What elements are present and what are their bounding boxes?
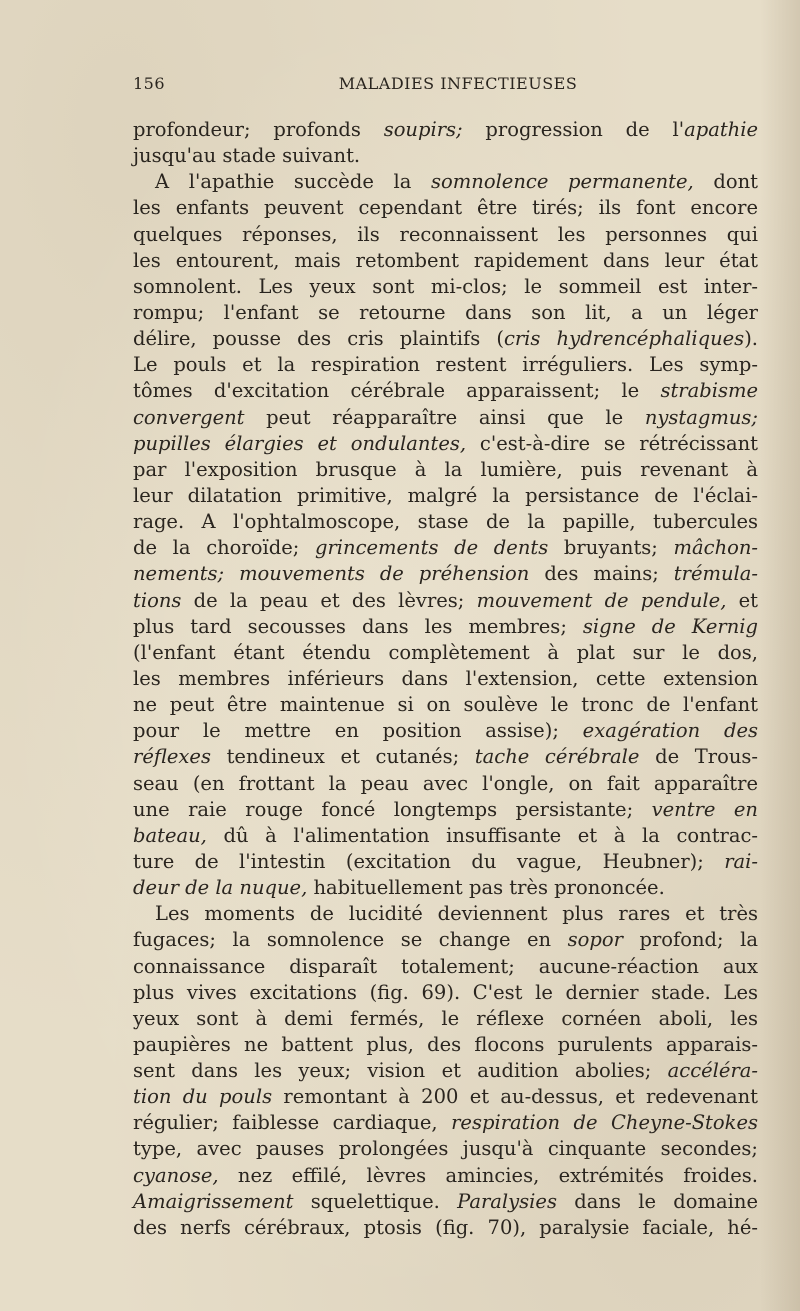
text-run: jusqu'au stade suivant.: [133, 144, 361, 168]
italic-term: Paralysies: [457, 1189, 557, 1213]
text-run: ne peut être maintenue si on soulève le tronc de l'enfant: [133, 693, 758, 717]
italic-term: respiration de Cheyne-Stokes: [451, 1111, 758, 1135]
italic-term: ventre en: [651, 797, 758, 821]
text-line: [133, 535, 758, 561]
text-line: [133, 326, 758, 352]
text-line: [133, 1163, 758, 1189]
text-run: régulier; faiblesse cardiaque,: [133, 1111, 452, 1135]
italic-term: rai-: [724, 849, 758, 873]
italic-term: grincements de dents: [314, 536, 549, 560]
text-run: dans le domaine: [556, 1189, 758, 1213]
text-run: et: [726, 588, 758, 612]
text-line: [133, 588, 758, 614]
text-run: de la choroïde;: [133, 536, 315, 560]
text-line: [133, 117, 758, 143]
italic-term: exagération des: [582, 719, 758, 743]
text-run: profondeur; profonds: [133, 118, 384, 141]
text-line: [133, 901, 758, 927]
body-text: [133, 117, 758, 1241]
text-line: [133, 352, 758, 378]
italic-term: Amaigrissement: [133, 1189, 294, 1213]
italic-term: cyanose,: [133, 1163, 219, 1187]
text-run: remontant à 200 et au-dessus, et redevenant: [272, 1085, 758, 1109]
page-number: 156: [133, 74, 166, 93]
text-run: des nerfs cérébraux, ptosis (fig. 70), paralysie faciale, hé-: [133, 1215, 758, 1239]
text-line: [133, 248, 758, 274]
text-run: rompu; l'enfant se retourne dans son lit, a un léger: [133, 300, 758, 324]
text-run: c'est-à-dire se rétrécissant: [466, 431, 758, 455]
text-run: les entourent, mais retombent rapidement dans leur état: [133, 248, 758, 272]
italic-term: convergent: [133, 405, 245, 429]
italic-term: réflexes: [133, 745, 211, 769]
italic-term: accéléra-: [667, 1059, 758, 1083]
text-run: rage. A l'ophtalmoscope, stase de la papille, tubercules: [133, 510, 758, 534]
text-line: [133, 143, 758, 169]
text-run: une raie rouge foncé longtemps persistante;: [133, 797, 652, 821]
text-run: ture de l'intestin (excitation du vague, Heubner);: [133, 849, 725, 873]
text-run: les enfants peuvent cependant être tirés; ils font encore: [133, 196, 758, 220]
text-run: leur dilatation primitive, malgré la persistance de l'éclai-: [133, 483, 758, 507]
running-head: [133, 74, 758, 98]
italic-term: trémula-: [673, 562, 758, 586]
text-run: dû à l'alimentation insuffisante et à la contrac-: [206, 823, 758, 847]
text-run: les membres inférieurs dans l'extension, cette extension: [133, 666, 758, 690]
text-line: [133, 980, 758, 1006]
text-line: [133, 1189, 758, 1215]
text-line: [133, 483, 758, 509]
text-run: A l'apathie succède la: [155, 170, 432, 194]
italic-term: mâchon-: [673, 536, 759, 560]
text-run: plus vives excitations (fig. 69). C'est le dernier stade. Les: [133, 980, 758, 1004]
text-run: plus tard secousses dans les membres;: [133, 614, 583, 638]
italic-term: bateau,: [133, 823, 207, 847]
text-line: [133, 1136, 758, 1162]
italic-term: strabisme: [660, 379, 758, 403]
text-line: [133, 927, 758, 953]
italic-term: nements; mouvements de préhension: [133, 562, 530, 586]
italic-term: tache cérébrale: [474, 745, 640, 769]
text-run: somnolent. Les yeux sont mi-clos; le sommeil est inter-: [133, 274, 758, 298]
text-run: tendineux et cutanés;: [210, 745, 475, 769]
text-line: [133, 1058, 758, 1084]
text-line: [133, 561, 758, 587]
text-run: quelques réponses, ils reconnaissent les personnes qui: [133, 222, 758, 246]
text-line: [133, 666, 758, 692]
page-edge-shadow: [760, 0, 800, 1311]
text-line: [133, 1110, 758, 1136]
text-line: [133, 875, 758, 901]
text-run: progression de l': [462, 118, 685, 141]
text-run: yeux sont à demi fermés, le réflexe cornéen aboli, les: [133, 1006, 758, 1030]
text-line: [133, 849, 758, 875]
italic-term: apathie: [684, 118, 758, 141]
text-run: connaissance disparaît totalement; aucune-réaction aux: [133, 954, 758, 978]
text-run: par l'exposition brusque à la lumière, puis revenant à: [133, 457, 758, 481]
text-run: type, avec pauses prolongées jusqu'à cinquante secondes;: [133, 1137, 758, 1161]
text-line: [133, 378, 758, 404]
italic-term: signe de Kernig: [582, 614, 758, 638]
text-line: [133, 1084, 758, 1110]
text-run: pour le mettre en position assise);: [133, 719, 583, 743]
text-run: ).: [744, 327, 758, 351]
italic-term: tion du pouls: [133, 1085, 273, 1109]
italic-term: mouvement de pendule,: [476, 588, 727, 612]
text-line: [133, 274, 758, 300]
text-line: [133, 1006, 758, 1032]
text-run: fugaces; la somnolence se change en: [133, 928, 568, 952]
text-run: tômes d'excitation cérébrale apparaissent; le: [133, 379, 661, 403]
text-line: [133, 222, 758, 248]
text-line: [133, 771, 758, 797]
italic-term: deur de la nuque,: [133, 876, 308, 900]
text-line: [133, 614, 758, 640]
text-line: [133, 1032, 758, 1058]
text-line: [133, 509, 758, 535]
italic-term: soupirs;: [383, 118, 463, 141]
text-run: dont: [693, 170, 758, 194]
text-run: bruyants;: [548, 536, 674, 560]
text-run: nez effilé, lèvres amincies, extrémités froides.: [218, 1163, 758, 1187]
text-run: de Trous-: [639, 745, 758, 769]
running-title: MALADIES INFECTIEUSES: [338, 74, 578, 93]
italic-term: sopor: [567, 928, 623, 952]
italic-term: pupilles élargies et ondulantes,: [133, 431, 467, 455]
text-run: sent dans les yeux; vision et audition abolies;: [133, 1059, 668, 1083]
text-line: [133, 718, 758, 744]
text-run: de la peau et des lèvres;: [181, 588, 477, 612]
text-line: [133, 823, 758, 849]
text-line: [133, 431, 758, 457]
text-run: Les moments de lucidité deviennent plus rares et très: [155, 902, 758, 926]
text-run: (l'enfant étant étendu complètement à plat sur le dos,: [133, 640, 758, 664]
text-line: [133, 692, 758, 718]
text-line: [133, 300, 758, 326]
text-line: [133, 457, 758, 483]
text-run: seau (en frottant la peau avec l'ongle, on fait apparaître: [133, 771, 758, 795]
text-run: délire, pousse des cris plaintifs (: [133, 327, 504, 351]
text-run: peut réapparaître ainsi que le: [244, 405, 645, 429]
italic-term: nystagmus;: [644, 405, 758, 429]
text-run: des mains;: [529, 562, 674, 586]
text-run: habituellement pas très prononcée.: [307, 876, 665, 900]
text-line: [133, 195, 758, 221]
text-run: paupières ne battent plus, des flocons purulents apparais-: [133, 1032, 758, 1056]
italic-term: tions: [133, 588, 182, 612]
text-line: [133, 169, 758, 195]
text-run: squelettique.: [293, 1189, 458, 1213]
text-line: [133, 744, 758, 770]
text-line: [133, 640, 758, 666]
text-run: profond; la: [622, 928, 758, 952]
text-line: [133, 1215, 758, 1241]
text-line: [133, 405, 758, 431]
italic-term: somnolence permanente,: [431, 170, 694, 194]
italic-term: cris hydrencéphaliques: [503, 327, 745, 351]
text-run: Le pouls et la respiration restent irréguliers. Les symp-: [133, 353, 758, 377]
text-line: [133, 797, 758, 823]
text-line: [133, 954, 758, 980]
